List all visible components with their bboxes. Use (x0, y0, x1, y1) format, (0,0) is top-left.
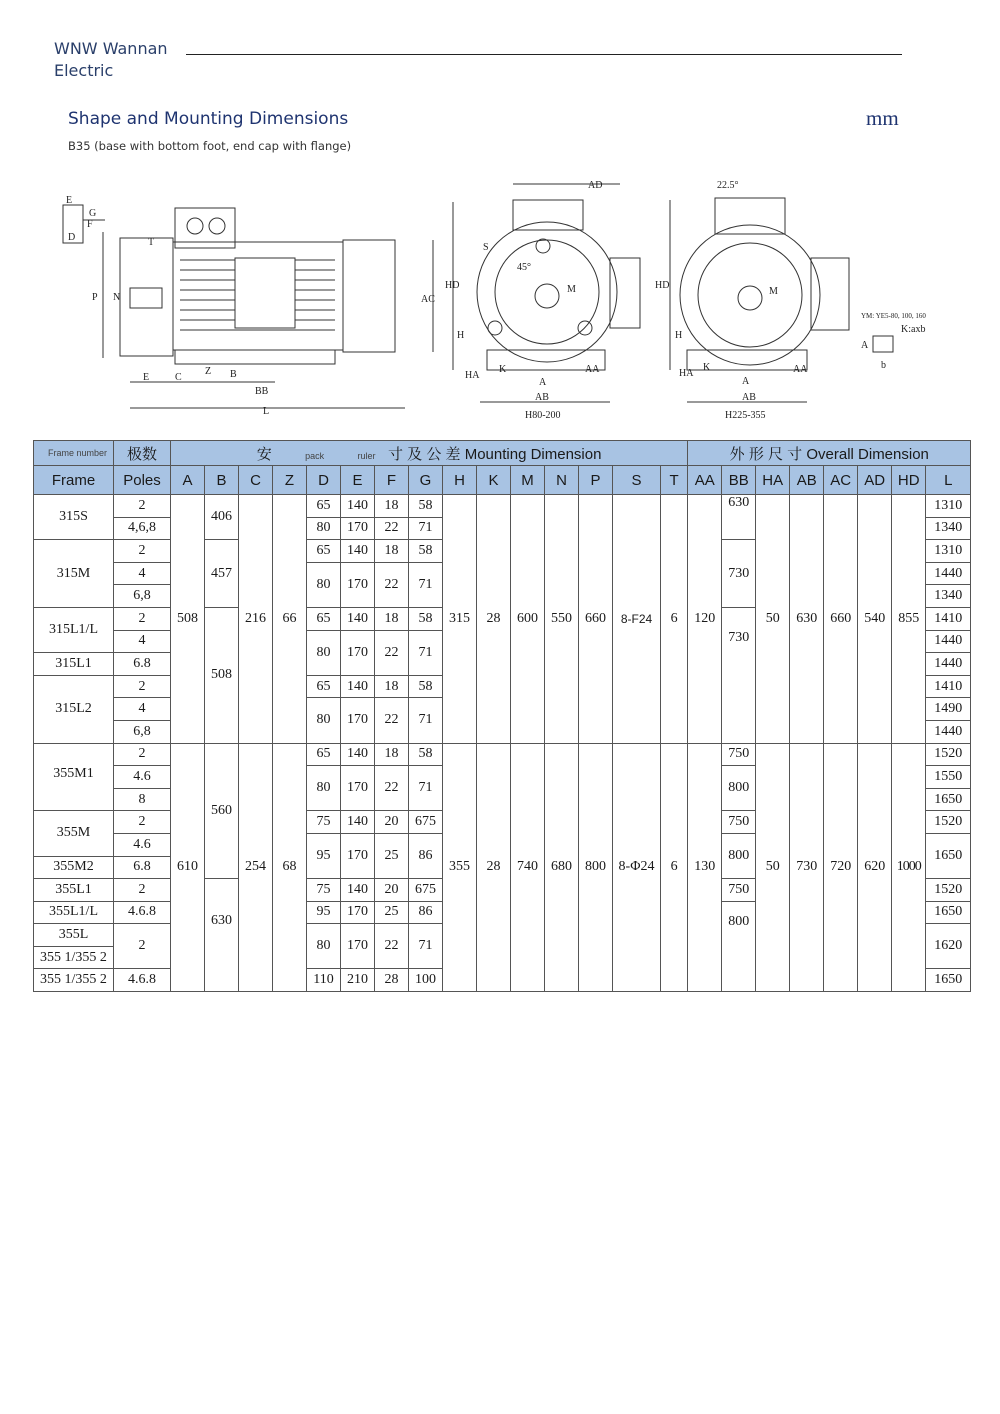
page-title: Shape and Mounting Dimensions (68, 109, 349, 129)
cell-D: 75 (307, 811, 341, 834)
cell-F: 22 (375, 766, 409, 811)
svg-text:P: P (92, 292, 98, 303)
frame-cell: 315L1/L (34, 607, 114, 652)
cell-B: 406 (205, 495, 239, 540)
cell-G: 58 (409, 495, 443, 518)
overall-cn: 外 形 尺 寸 (729, 445, 803, 463)
col-poles: Poles (114, 466, 171, 495)
poles-cell: 2 (114, 675, 171, 698)
cell-H: 315 (443, 495, 477, 744)
svg-text:Z: Z (205, 366, 212, 377)
cell-G: 71 (409, 630, 443, 675)
cell-L: 1440 (926, 630, 971, 653)
page-subtitle: B35 (base with bottom foot, end cap with flange) (68, 139, 352, 153)
col-A: A (171, 466, 205, 495)
cell-E: 140 (341, 879, 375, 902)
poles-cell: 4.6 (114, 833, 171, 856)
front-housing (477, 222, 617, 362)
large-housing (680, 225, 820, 365)
cell-AD: 620 (858, 743, 892, 992)
cell-D: 80 (307, 924, 341, 969)
col-HD: HD (892, 466, 926, 495)
mounting-cn2: 寸 及 公 差 (388, 445, 461, 463)
svg-text:AD: AD (588, 180, 603, 191)
svg-text:A: A (742, 376, 750, 387)
table-row (34, 495, 971, 518)
cell-BB: 750 (722, 743, 756, 766)
cell-F: 18 (375, 675, 409, 698)
cell-D: 65 (307, 540, 341, 563)
svg-text:HD: HD (655, 280, 670, 291)
side-view (63, 205, 433, 408)
poles-cell: 2 (114, 743, 171, 766)
gland-right (209, 218, 225, 234)
svg-text:S: S (483, 242, 489, 253)
svg-text:HD: HD (445, 280, 460, 291)
svg-text:H: H (457, 330, 465, 341)
svg-text:HA: HA (679, 368, 694, 379)
svg-text:T: T (148, 237, 155, 248)
cell-F: 25 (375, 833, 409, 878)
cell-L: 1310 (926, 495, 971, 518)
overall-dimension-header (688, 441, 971, 466)
cell-B: 560 (205, 743, 239, 879)
cell-G: 58 (409, 540, 443, 563)
col-T: T (661, 466, 688, 495)
table-row (34, 743, 971, 766)
large-flange-ring (698, 243, 802, 347)
svg-text:N: N (113, 292, 121, 303)
poles-cell: 4.6 (114, 766, 171, 789)
frame-cell: 355M2 (34, 856, 114, 879)
poles-cell: 6.8 (114, 856, 171, 879)
poles-cell: 2 (114, 879, 171, 902)
cell-D: 65 (307, 743, 341, 766)
cell-S: 8-F24 (613, 495, 661, 744)
cell-F: 22 (375, 517, 409, 540)
svg-text:H: H (675, 330, 683, 341)
svg-text:E: E (66, 195, 73, 206)
cell-L: 1310 (926, 540, 971, 563)
col-F: F (375, 466, 409, 495)
cell-B: 457 (205, 540, 239, 608)
flange (120, 238, 173, 356)
cell-L: 1550 (926, 766, 971, 789)
col-C: C (239, 466, 273, 495)
cell-P: 800 (579, 743, 613, 992)
large-side-box (811, 258, 849, 330)
col-AC: AC (824, 466, 858, 495)
col-L: L (926, 466, 971, 495)
poles-cell: 2 (114, 811, 171, 834)
cell-E: 170 (341, 924, 375, 969)
svg-text:HA: HA (465, 370, 480, 381)
cell-F: 25 (375, 901, 409, 924)
cell-D: 75 (307, 879, 341, 902)
cell-D: 95 (307, 833, 341, 878)
front-small-labels (445, 180, 602, 421)
cell-G: 71 (409, 517, 443, 540)
cell-D: 80 (307, 517, 341, 540)
cell-N: 680 (545, 743, 579, 992)
cell-D: 110 (307, 969, 341, 992)
svg-text:A: A (539, 377, 547, 388)
svg-text:B: B (230, 369, 237, 380)
svg-text:AB: AB (535, 392, 549, 403)
poles-cell: 6,8 (114, 720, 171, 743)
cell-F: 18 (375, 540, 409, 563)
cell-F: 22 (375, 630, 409, 675)
cell-G: 86 (409, 901, 443, 924)
cell-D: 65 (307, 607, 341, 630)
poles-cell: 6.8 (114, 653, 171, 676)
mounting-small-1: pack (305, 450, 325, 461)
cell-E: 140 (341, 811, 375, 834)
cell-E: 170 (341, 766, 375, 811)
cell-HD: 855 (892, 495, 926, 744)
cell-E: 140 (341, 675, 375, 698)
poles-cell: 2 (114, 540, 171, 563)
cell-G: 71 (409, 562, 443, 607)
poles-cell: 4 (114, 698, 171, 721)
overall-en: Overall Dimension (806, 445, 929, 463)
shaft (130, 288, 162, 308)
cell-G: 71 (409, 698, 443, 743)
front-large-labels (655, 180, 926, 421)
cell-E: 210 (341, 969, 375, 992)
cell-P: 660 (579, 495, 613, 744)
mounting-dimension-header (171, 441, 688, 466)
col-G: G (409, 466, 443, 495)
frame-cell: 315M (34, 540, 114, 608)
cell-F: 18 (375, 607, 409, 630)
cell-T: 6 (661, 495, 688, 744)
cell-L: 1620 (926, 924, 971, 969)
cell-F: 18 (375, 495, 409, 518)
col-BB: BB (722, 466, 756, 495)
col-D: D (307, 466, 341, 495)
poles-cn-header: 极数 (114, 441, 171, 466)
cell-L: 1650 (926, 833, 971, 878)
svg-text:E: E (143, 372, 150, 383)
cell-E: 140 (341, 540, 375, 563)
foot (175, 350, 335, 364)
cell-AB: 730 (790, 743, 824, 992)
cell-D: 65 (307, 675, 341, 698)
svg-text:K:axb: K:axb (901, 324, 926, 335)
gland-left (187, 218, 203, 234)
unit-label: mm (866, 106, 899, 130)
cell-E: 140 (341, 743, 375, 766)
svg-text:H80-200: H80-200 (525, 410, 561, 421)
cell-T: 6 (661, 743, 688, 992)
front-shaft (535, 284, 559, 308)
poles-cell: 2 (114, 495, 171, 518)
side-terminal-box (610, 258, 640, 328)
key-section (873, 336, 893, 352)
poles-cell: 6,8 (114, 585, 171, 608)
svg-text:BB: BB (255, 386, 269, 397)
brand-line-2: Electric (54, 61, 114, 80)
cell-E: 140 (341, 495, 375, 518)
frame-cell: 355 1/355 2 (34, 969, 114, 992)
col-HA: HA (756, 466, 790, 495)
svg-text:AB: AB (742, 392, 756, 403)
cell-D: 80 (307, 630, 341, 675)
cell-AC: 720 (824, 743, 858, 992)
col-S: S (613, 466, 661, 495)
cell-G: 58 (409, 743, 443, 766)
poles-cell: 4 (114, 630, 171, 653)
svg-text:22.5°: 22.5° (717, 180, 739, 191)
poles-cell: 2 (114, 924, 171, 969)
cell-Z: 68 (273, 743, 307, 992)
cell-C: 216 (239, 495, 273, 744)
cell-F: 20 (375, 811, 409, 834)
mounting-en: Mounting Dimension (464, 445, 602, 463)
frame-cell: 355L1 (34, 879, 114, 902)
cell-L: 1440 (926, 720, 971, 743)
col-AA: AA (688, 466, 722, 495)
header-rule (186, 54, 902, 55)
mounting-drawing (55, 170, 955, 432)
cell-C: 254 (239, 743, 273, 992)
frame-number-small: Frame number (48, 448, 108, 458)
cell-D: 95 (307, 901, 341, 924)
fan-cover (343, 240, 395, 352)
svg-text:M: M (567, 284, 576, 295)
cell-A: 610 (171, 743, 205, 992)
column-header-row (34, 466, 971, 495)
col-AD: AD (858, 466, 892, 495)
cell-BB: 750 (722, 811, 756, 834)
col-N: N (545, 466, 579, 495)
nameplate-box (235, 258, 295, 328)
poles-cell: 2 (114, 607, 171, 630)
cell-G: 675 (409, 879, 443, 902)
mounting-small-2: ruler (357, 450, 376, 461)
dimension-table (33, 440, 971, 992)
frame-cell: 355M1 (34, 743, 114, 811)
drawing-svg (55, 170, 955, 432)
poles-cell: 4.6.8 (114, 901, 171, 924)
col-B: B (205, 466, 239, 495)
cell-L: 1410 (926, 675, 971, 698)
poles-cell: 8 (114, 788, 171, 811)
cell-BB: 800 (722, 833, 756, 878)
cell-E: 170 (341, 901, 375, 924)
cell-D: 80 (307, 766, 341, 811)
cell-D: 65 (307, 495, 341, 518)
cell-F: 28 (375, 969, 409, 992)
col-P: P (579, 466, 613, 495)
cell-M: 740 (511, 743, 545, 992)
cell-F: 20 (375, 879, 409, 902)
svg-text:L: L (263, 406, 270, 417)
col-K: K (477, 466, 511, 495)
cell-AC: 660 (824, 495, 858, 744)
cell-AA: 130 (688, 743, 722, 992)
cell-Z: 66 (273, 495, 307, 744)
svg-text:C: C (175, 372, 182, 383)
cell-AD: 540 (858, 495, 892, 744)
svg-text:AC: AC (421, 294, 435, 305)
cell-G: 71 (409, 924, 443, 969)
cell-L: 1520 (926, 743, 971, 766)
cell-F: 22 (375, 562, 409, 607)
cell-L: 1650 (926, 788, 971, 811)
cell-D: 80 (307, 698, 341, 743)
frame-cell: 315S (34, 495, 114, 540)
cell-G: 675 (409, 811, 443, 834)
col-frame: Frame (34, 466, 114, 495)
brand-line-1: WNW Wannan (54, 39, 168, 58)
table-header (34, 441, 971, 495)
svg-text:AA: AA (793, 364, 808, 375)
front-view-small (453, 184, 640, 402)
cell-BB: 800 (722, 901, 756, 991)
cell-B: 630 (205, 879, 239, 992)
cell-L: 1340 (926, 585, 971, 608)
cell-AA: 120 (688, 495, 722, 744)
cell-E: 170 (341, 630, 375, 675)
cell-L: 1520 (926, 811, 971, 834)
col-AB: AB (790, 466, 824, 495)
cell-E: 170 (341, 517, 375, 540)
svg-text:M: M (769, 286, 778, 297)
cell-G: 86 (409, 833, 443, 878)
large-terminal-box (715, 198, 785, 234)
cell-F: 18 (375, 743, 409, 766)
frame-cell: 315L2 (34, 675, 114, 743)
cell-BB: 750 (722, 879, 756, 902)
cell-D: 80 (307, 562, 341, 607)
col-M: M (511, 466, 545, 495)
svg-text:K: K (499, 364, 507, 375)
cell-L: 1520 (926, 879, 971, 902)
table-body (34, 495, 971, 992)
cell-L: 1440 (926, 653, 971, 676)
cell-L: 1440 (926, 562, 971, 585)
cell-E: 170 (341, 698, 375, 743)
cell-L: 1410 (926, 607, 971, 630)
mounting-cn1: 安 (256, 445, 272, 463)
large-shaft (738, 286, 762, 310)
cell-E: 140 (341, 607, 375, 630)
frame-cell: 355L1/L (34, 901, 114, 924)
front-flange-ring (495, 240, 599, 344)
cell-A: 508 (171, 495, 205, 744)
cell-L: 1490 (926, 698, 971, 721)
frame-cell: 355 1/355 2 (34, 946, 114, 969)
cell-G: 58 (409, 675, 443, 698)
cell-K: 28 (477, 495, 511, 744)
cell-AB: 630 (790, 495, 824, 744)
cell-S: 8-Φ24 (613, 743, 661, 992)
cell-BB: 800 (722, 766, 756, 811)
col-Z: Z (273, 466, 307, 495)
poles-cell: 4.6.8 (114, 969, 171, 992)
bolt-left (488, 321, 502, 335)
poles-cell: 4 (114, 562, 171, 585)
cell-F: 22 (375, 698, 409, 743)
cell-HD: 1000 (892, 743, 926, 992)
svg-text:G: G (89, 208, 97, 219)
cell-L: 1650 (926, 901, 971, 924)
frame-cell: 355M (34, 811, 114, 856)
cell-BB: 730 (722, 540, 756, 608)
svg-text:b: b (881, 360, 886, 371)
frame-cell: 355L (34, 924, 114, 947)
cell-HA: 50 (756, 495, 790, 744)
svg-text:F: F (87, 219, 93, 230)
cell-H: 355 (443, 743, 477, 992)
cell-G: 100 (409, 969, 443, 992)
svg-text:AA: AA (585, 364, 600, 375)
cell-B: 508 (205, 607, 239, 743)
cell-E: 170 (341, 833, 375, 878)
col-E: E (341, 466, 375, 495)
svg-text:YM: YE5-80, 100, 160: YM: YE5-80, 100, 160 (861, 312, 926, 320)
cell-L: 1340 (926, 517, 971, 540)
frame-cell: 315L1 (34, 653, 114, 676)
brand-logo-text (54, 38, 168, 82)
cell-BB: 630 (722, 495, 756, 540)
frame-number-header (34, 441, 114, 466)
svg-text:K: K (703, 362, 711, 373)
front-terminal-box (513, 200, 583, 230)
svg-text:45°: 45° (517, 262, 531, 273)
svg-text:A: A (861, 340, 869, 351)
cell-N: 550 (545, 495, 579, 744)
cell-M: 600 (511, 495, 545, 744)
cell-F: 22 (375, 924, 409, 969)
cell-BB: 730 (722, 607, 756, 743)
cell-G: 71 (409, 766, 443, 811)
svg-text:H225-355: H225-355 (725, 410, 766, 421)
poles-cell: 4,6,8 (114, 517, 171, 540)
svg-text:D: D (68, 232, 76, 243)
bolt-top (536, 239, 550, 253)
cell-E: 170 (341, 562, 375, 607)
cell-K: 28 (477, 743, 511, 992)
col-H: H (443, 466, 477, 495)
cell-HA: 50 (756, 743, 790, 992)
cell-L: 1650 (926, 969, 971, 992)
cell-G: 58 (409, 607, 443, 630)
